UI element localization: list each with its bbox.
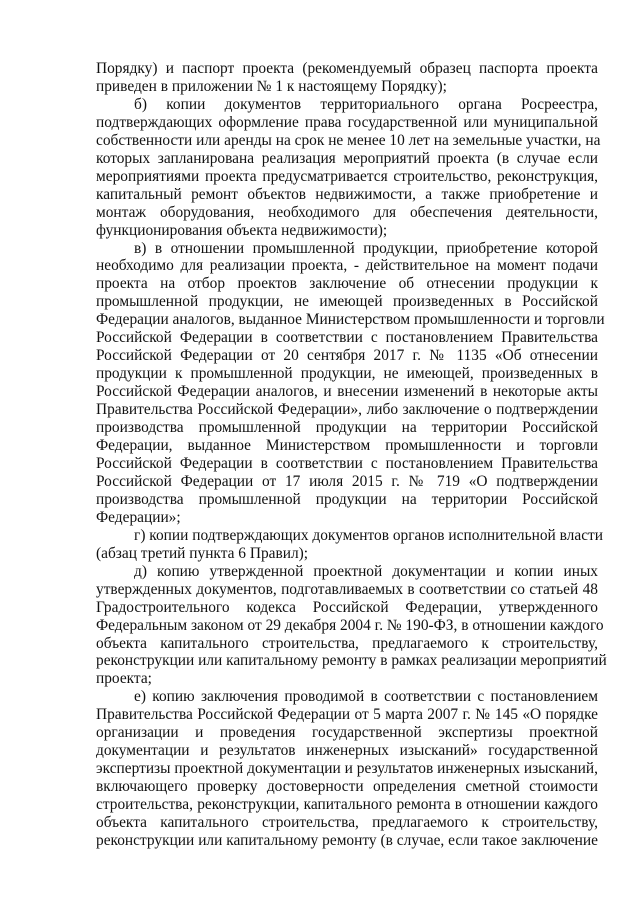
- text-line: Российской Федерации в соответствии с постановлением Правительства: [96, 329, 598, 347]
- para-v: [0, 240, 637, 527]
- document-page: [0, 60, 637, 850]
- text-line: утвержденных документов, подготавливаемых в соответствии со статьей 48: [96, 580, 598, 598]
- text-line: объекта капитального строительства, предлагаемого к строительству,: [96, 634, 598, 652]
- text-line: капитальный ремонт объектов недвижимости, а также приобретение и: [96, 185, 598, 203]
- para-b: [0, 96, 637, 240]
- text-line: проекта на отбор проектов заключение об отнесении продукции к: [96, 275, 598, 293]
- text-line: Российской Федерации аналогов, и внесении изменений в некоторые акты: [96, 383, 598, 401]
- text-line: функционирования объекта недвижимости);: [96, 221, 388, 239]
- text-line: производства промышленной продукции на территории Российской: [96, 419, 598, 437]
- text-line: собственности или аренды на срок не менее 10 лет на земельные участки, на: [96, 131, 601, 149]
- text-line: приведен в приложении № 1 к настоящему Порядку);: [96, 77, 447, 95]
- text-line: е) копию заключения проводимой в соответствии с постановлением: [134, 688, 598, 706]
- text-line: Российской Федерации от 17 июля 2015 г. № 719 «О подтверждении: [96, 472, 598, 490]
- text-line: мероприятиями проекта предусматривается строительство, реконструкция,: [96, 167, 598, 185]
- text-line: экспертизы проектной документации и результатов инженерных изысканий,: [96, 760, 598, 778]
- text-line: Федерации аналогов, выданное Министерством промышленности и торговли: [96, 311, 605, 329]
- text-line: производства промышленной продукции на территории Российской: [96, 490, 598, 508]
- para-d: [0, 563, 637, 689]
- text-line: организации и проведения государственной экспертизы проектной: [96, 724, 598, 742]
- text-line: в) в отношении промышленной продукции, приобретение которой: [134, 239, 598, 257]
- text-line: объекта капитального строительства, предлагаемого к строительству,: [96, 814, 598, 832]
- text-line: реконструкции или капитальному ремонту (в случае, если такое заключение: [96, 831, 598, 849]
- text-line: Правительства Российской Федерации от 5 марта 2007 г. № 145 «О порядке: [96, 706, 598, 724]
- text-line: Порядку) и паспорт проекта (рекомендуемый образец паспорта проекта: [96, 60, 598, 77]
- text-line: документации и результатов инженерных изысканий» государственной: [96, 742, 598, 760]
- text-line: строительства, реконструкции, капитального ремонта в отношении каждого: [96, 796, 598, 814]
- text-line: (абзац третий пункта 6 Правил);: [96, 544, 309, 562]
- text-line: включающего проверку достоверности определения сметной стоимости: [96, 778, 598, 796]
- text-line: Градостроительного кодекса Российской Федерации, утвержденного: [96, 598, 598, 616]
- text-line: которых запланирована реализация мероприятий проекта (в случае если: [96, 149, 598, 167]
- text-line: Федерации»;: [96, 508, 181, 526]
- text-line: промышленной продукции, не имеющей произведенных в Российской: [96, 293, 598, 311]
- text-line: монтаж оборудования, необходимого для обеспечения деятельности,: [96, 203, 598, 221]
- text-line: необходимо для реализации проекта, - действительное на момент подачи: [96, 257, 598, 275]
- text-line: Российской Федерации от 20 сентября 2017 г. № 1135 «Об отнесении: [96, 347, 598, 365]
- para-passport: [0, 60, 637, 96]
- text-line: Правительства Российской Федерации», либо заключение о подтверждении: [96, 401, 598, 419]
- text-line: продукции к промышленной продукции, не имеющей, произведенных в: [96, 365, 598, 383]
- text-line: б) копии документов территориального органа Росреестра,: [134, 95, 598, 113]
- para-g: [0, 527, 637, 563]
- para-e: [0, 688, 637, 850]
- text-line: Федерации, выданное Министерством промышленности и торговли: [96, 437, 598, 455]
- text-line: Федеральным законом от 29 декабря 2004 г. № 190-ФЗ, в отношении каждого: [96, 616, 604, 634]
- text-line: подтверждающих оформление права государственной или муниципальной: [96, 113, 598, 131]
- text-line: реконструкции или капитальному ремонту в рамках реализации мероприятий: [96, 652, 607, 670]
- text-line: г) копии подтверждающих документов органов исполнительной власти: [134, 526, 603, 544]
- text-line: Российской Федерации в соответствии с постановлением Правительства: [96, 454, 598, 472]
- text-line: проекта;: [96, 670, 152, 688]
- text-line: д) копию утвержденной проектной документации и копии иных: [134, 562, 598, 580]
